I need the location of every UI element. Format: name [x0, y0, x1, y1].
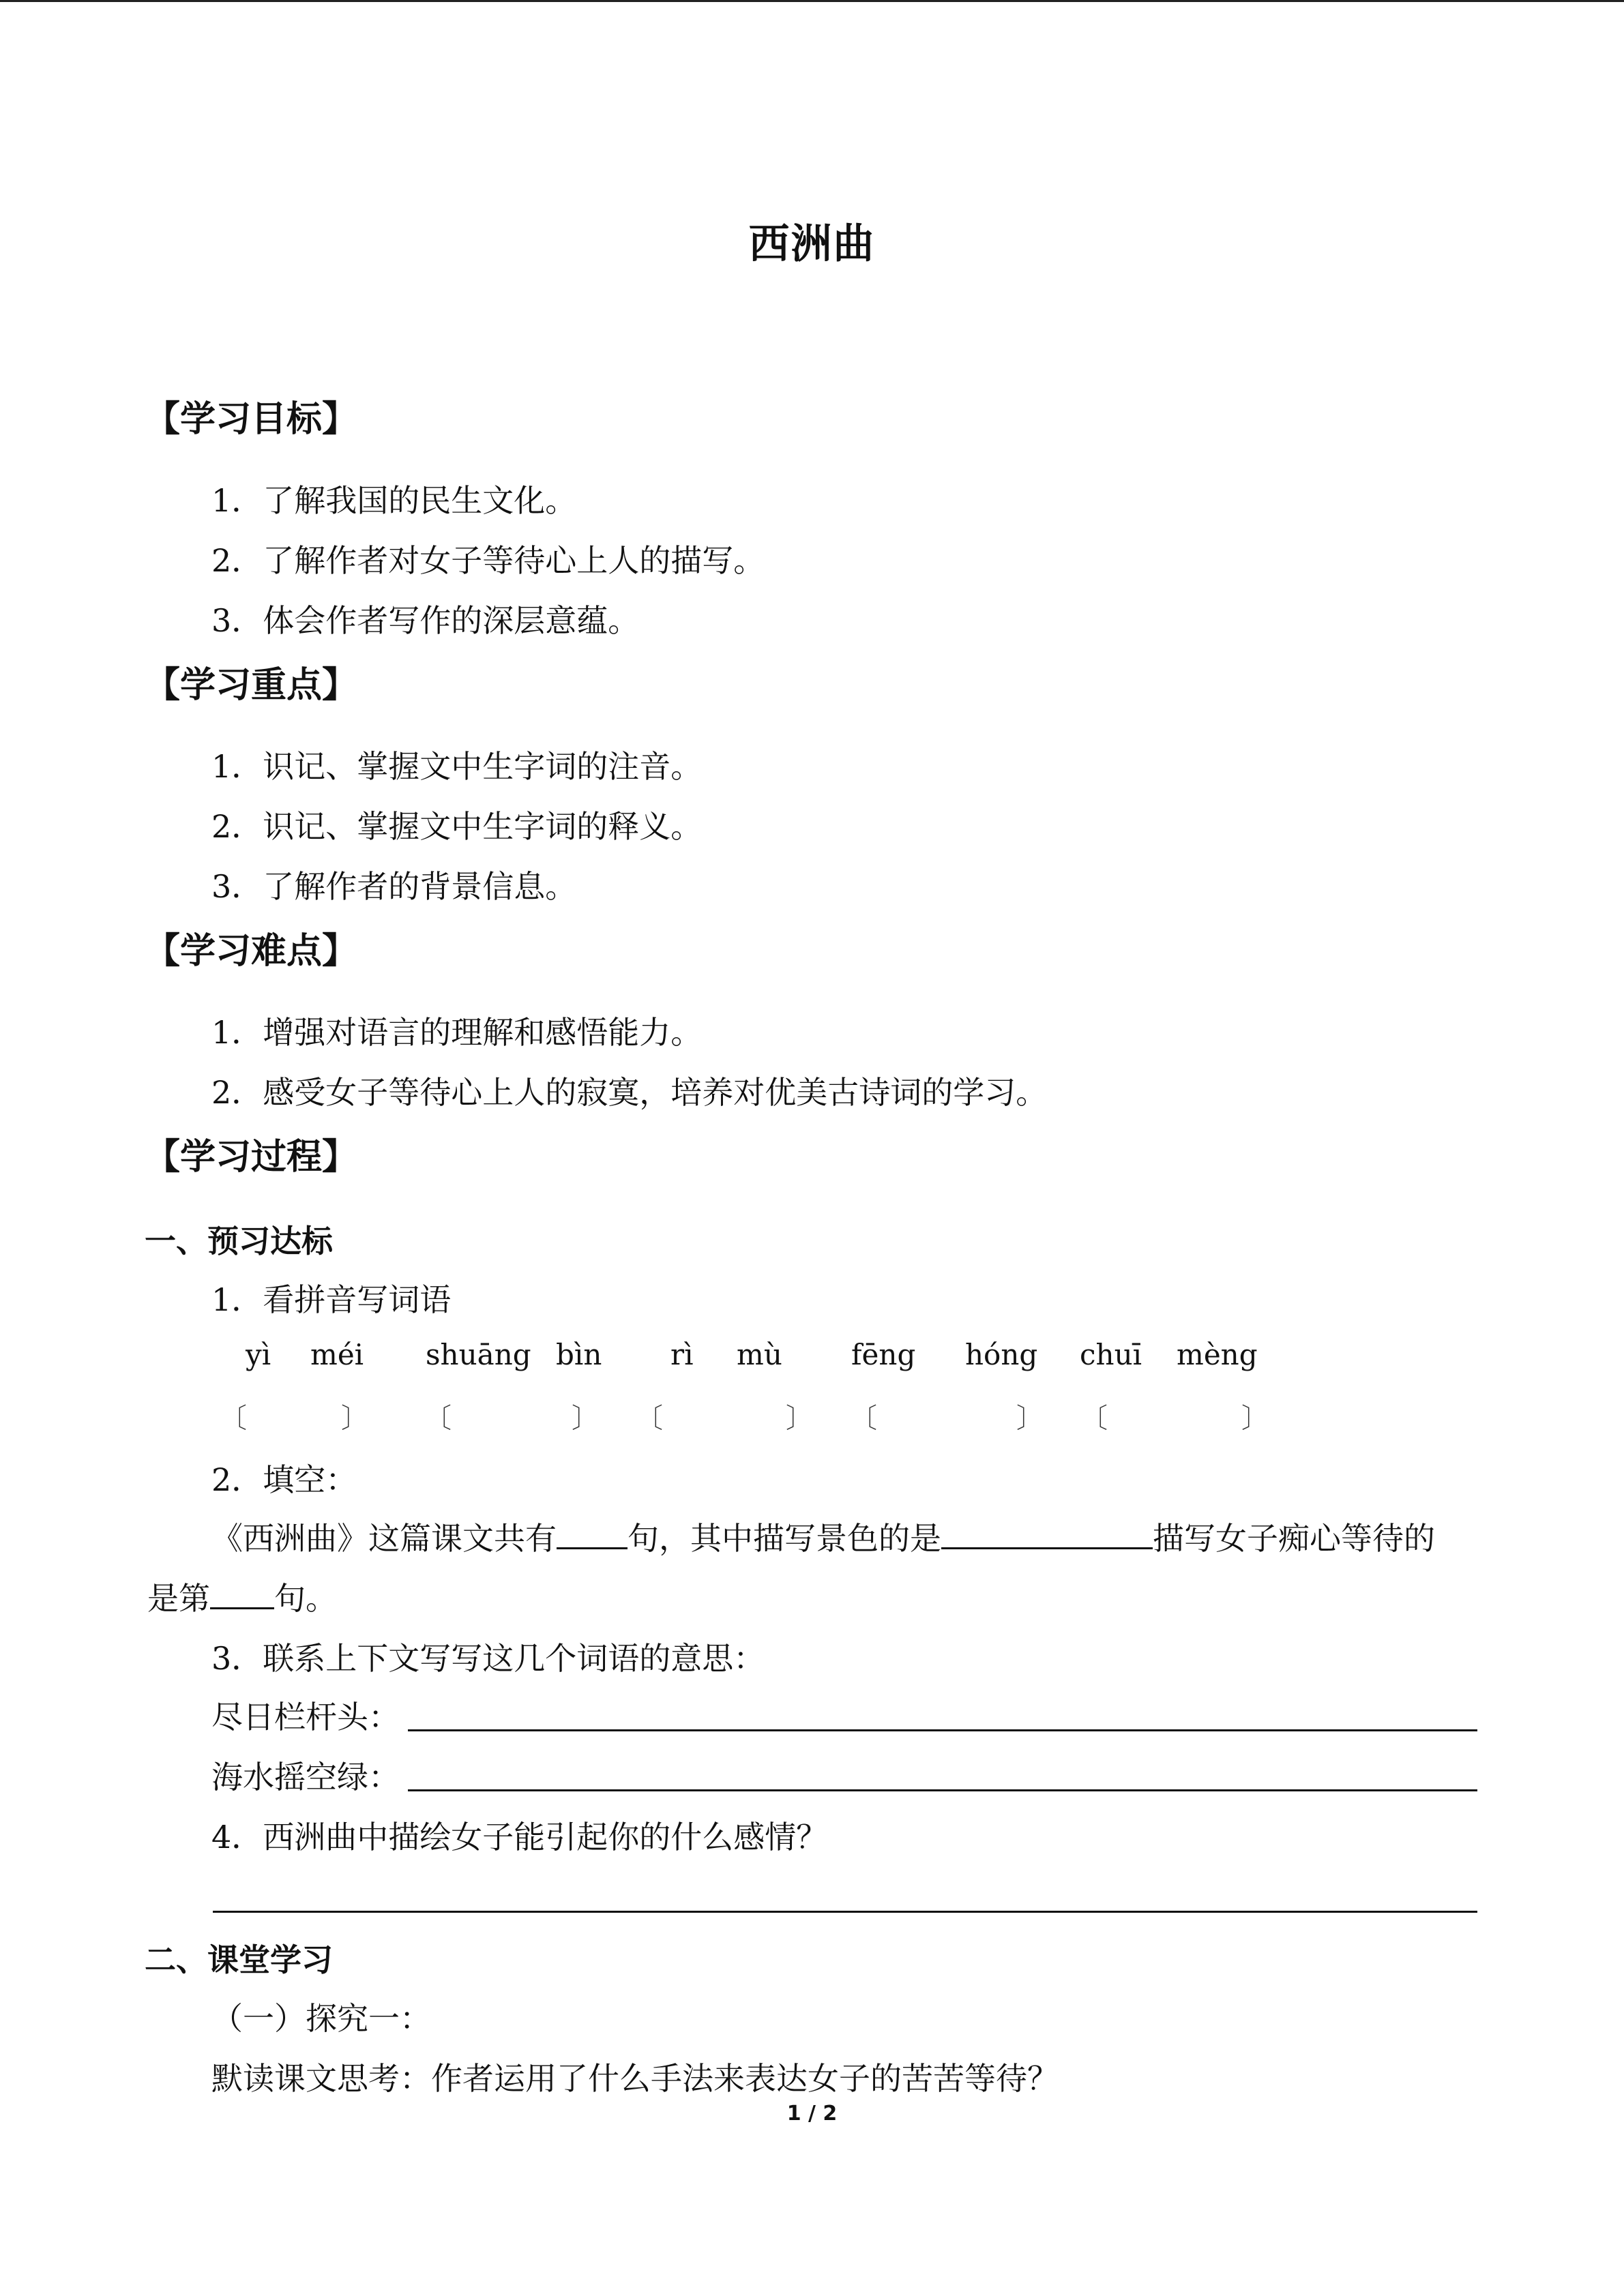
- q2-text: 句，其中描写景色的是: [628, 1520, 941, 1557]
- pinyin: méi: [310, 1338, 364, 1371]
- goal-item: 3．体会作者写作的深层意蕴。: [211, 602, 640, 639]
- term-label: 尽日栏杆头：: [211, 1699, 400, 1735]
- q4-label: 4．西洲曲中描绘女子能引起你的什么感情？: [211, 1819, 828, 1855]
- blank-waiting-line[interactable]: [210, 1577, 274, 1609]
- q2-text: 描写女子痴心等待的: [1153, 1520, 1435, 1557]
- difficulty-item: 1．增强对语言的理解和感悟能力。: [211, 1014, 703, 1051]
- q3-label: 3．联系上下文写写这几个词语的意思：: [211, 1640, 765, 1677]
- answer-bracket-close: 〕: [572, 1403, 599, 1434]
- pinyin: bìn: [556, 1338, 602, 1371]
- answer-bracket-open: 〔: [220, 1403, 247, 1434]
- inquiry-label: （一）探究一：: [211, 2000, 431, 2037]
- key-point-item: 3．了解作者的背景信息。: [211, 868, 577, 905]
- pinyin: chuī: [1080, 1338, 1142, 1371]
- page-number: 1 / 2: [786, 2102, 838, 2126]
- pinyin: shuāng: [426, 1338, 531, 1371]
- q1-label: 1．看拼音写词语: [211, 1281, 452, 1318]
- pinyin: mù: [737, 1338, 782, 1371]
- answer-line[interactable]: [213, 1911, 1477, 1913]
- pinyin: mèng: [1177, 1338, 1258, 1371]
- q2-text: 句。: [274, 1580, 337, 1617]
- top-border: [0, 0, 1624, 2]
- answer-bracket-close: 〕: [786, 1403, 813, 1434]
- q2-text: 是第: [147, 1580, 210, 1617]
- pinyin: rì: [670, 1338, 694, 1371]
- heading-key-points: 【学习重点】: [145, 665, 358, 706]
- pinyin: hóng: [965, 1338, 1038, 1371]
- subheading-preview: 一、预习达标: [145, 1223, 333, 1259]
- inquiry-question: 默读课文思考：作者运用了什么手法来表达女子的苦苦等待？: [211, 2060, 1059, 2097]
- blank-scenery-lines[interactable]: [941, 1517, 1153, 1549]
- q2-text: 《西洲曲》这篇课文共有: [211, 1520, 557, 1557]
- answer-bracket-open: 〔: [636, 1403, 663, 1434]
- answer-bracket-open: 〔: [424, 1403, 452, 1434]
- pinyin: yì: [246, 1338, 271, 1371]
- key-point-item: 1．识记、掌握文中生字词的注音。: [211, 748, 703, 785]
- answer-bracket-close: 〕: [1016, 1403, 1044, 1434]
- answer-bracket-open: 〔: [850, 1403, 877, 1434]
- answer-line[interactable]: [408, 1789, 1477, 1791]
- difficulty-item: 2．感受女子等待心上人的寂寞，培养对优美古诗词的学习。: [211, 1074, 1048, 1111]
- heading-process: 【学习过程】: [145, 1137, 358, 1178]
- answer-bracket-close: 〕: [1241, 1403, 1269, 1434]
- heading-goals: 【学习目标】: [145, 399, 358, 440]
- subheading-classroom: 二、课堂学习: [145, 1941, 333, 1978]
- term-label: 海水摇空绿：: [211, 1759, 400, 1795]
- q2-sentence-line1: [211, 1514, 1435, 1559]
- answer-bracket-close: 〕: [341, 1403, 368, 1434]
- key-point-item: 2．识记、掌握文中生字词的释义。: [211, 808, 703, 845]
- pinyin: fēng: [851, 1338, 916, 1371]
- goal-item: 1．了解我国的民生文化。: [211, 482, 577, 519]
- page-title: 西洲曲: [748, 220, 876, 268]
- blank-sentence-count[interactable]: [557, 1517, 628, 1549]
- answer-bracket-open: 〔: [1080, 1403, 1108, 1434]
- answer-line[interactable]: [408, 1729, 1477, 1731]
- q2-sentence-line2: [147, 1574, 337, 1619]
- goal-item: 2．了解作者对女子等待心上人的描写。: [211, 542, 765, 579]
- q2-label: 2．填空：: [211, 1461, 357, 1498]
- heading-difficulties: 【学习难点】: [145, 931, 358, 972]
